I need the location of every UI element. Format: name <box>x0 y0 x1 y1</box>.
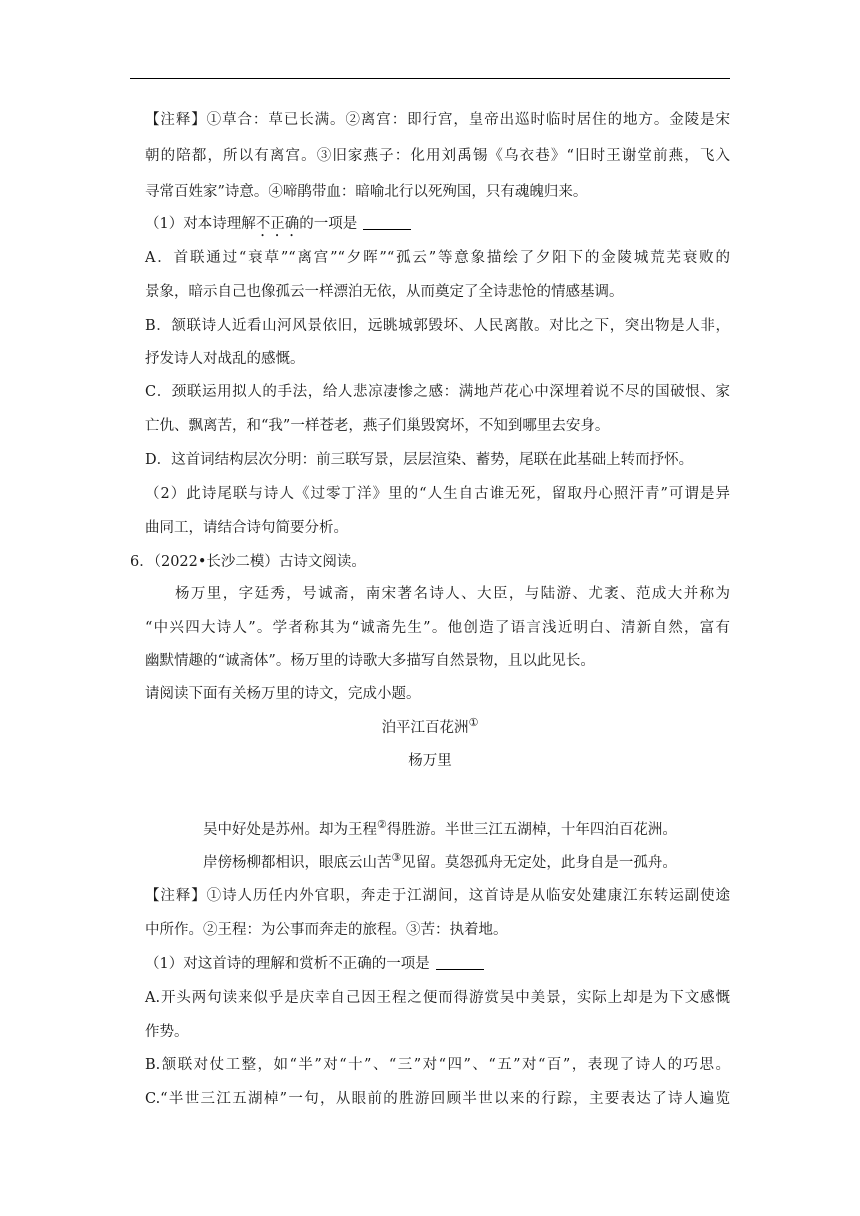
poem-line2 <box>203 853 677 873</box>
instruction: 请阅读下面有关杨万里的诗文，完成小题。 <box>145 686 421 702</box>
question-6-heading: 6．（2022•长沙二模）古诗文阅读。 <box>130 554 366 570</box>
note-mark-2: ② <box>377 818 387 832</box>
question-1-prefix: （1）对本诗理解 <box>145 216 256 232</box>
note1-line1: 【注释】①草合：草已长满。②离宫：即行宫，皇帝出巡时临时居住的地方。金陵是宋 <box>145 112 730 128</box>
header-rule <box>130 78 730 79</box>
poem-line1-part1: 吴中好处是苏州。却为王程 <box>203 822 377 838</box>
poem-author: 杨万里 <box>408 753 452 769</box>
answer-blank-6[interactable] <box>436 955 484 970</box>
option-6a-line1: A.开头两句读来似乎是庆幸自己因王程之便而得游赏吴中美景，实际上却是为下文感慨 <box>145 990 730 1006</box>
poem-line2-part2: 见留。莫怨孤舟无定处，此身自是一孤舟。 <box>401 855 677 871</box>
poem-title-text: 泊平江百花洲 <box>381 720 469 736</box>
poem-title-note-mark: ① <box>468 716 479 730</box>
question-1 <box>145 214 411 240</box>
option-a-line2: 景象，暗示自己也像孤云一样漂泊无依，从而奠定了全诗悲怆的情感基调。 <box>145 284 624 300</box>
option-6a-line2: 作势。 <box>145 1024 189 1040</box>
question-6-1 <box>145 954 484 974</box>
option-b-line1: B．颔联诗人近看山河风景依旧，远眺城郭毁坏、人民离散。对比之下，突出物是人非， <box>145 318 730 334</box>
intro-line3: 幽默情趣的“诚斋体”。杨万里的诗歌大多描写自然景物，且以此见长。 <box>145 653 595 669</box>
question-1-suffix: 的一项是 <box>299 216 358 232</box>
note1-line2: 朝的陪都，所以有离宫。③旧家燕子：化用刘禹锡《乌衣巷》“旧时王谢堂前燕，飞入 <box>145 148 730 164</box>
note-mark-3: ③ <box>391 851 402 865</box>
note2-line1: 【注释】①诗人历任内外官职，奔走于江湖间，这首诗是从临安处建康江东转运副使途 <box>145 888 730 904</box>
option-c-line2: 亡仇、飘离苦，和“我”一样苍老，燕子们巢毁窝坏，不知到哪里去安身。 <box>145 418 610 434</box>
intro-line2: “中兴四大诗人”。学者称其为“诚斋先生”。他创造了语言浅近明白、清新自然，富有 <box>145 620 730 636</box>
poem-title <box>0 718 860 738</box>
option-6b: B.颔联对仗工整，如“半”对“十”、“三”对“四”、“五”对“百”，表现了诗人的巧思。 <box>145 1057 730 1073</box>
question-2-line2: 曲同工，请结合诗句简要分析。 <box>145 520 348 536</box>
note2-line2: 中所作。②王程：为公事而奔走的旅程。③苦：执着地。 <box>145 922 508 938</box>
poem-line1 <box>203 820 677 840</box>
option-a-line1: A．首联通过“衰草”“离宫”“夕晖”“孤云”等意象描绘了夕阳下的金陵城荒芜衰败的 <box>145 250 730 266</box>
option-6c: C.“半世三江五湖棹”一句，从眼前的胜游回顾半世以来的行踪，主要表达了诗人遍览 <box>145 1091 730 1107</box>
option-c-line1: C．颈联运用拟人的手法，给人悲凉凄惨之感：满地芦花心中深埋着说不尽的国破恨、家 <box>145 384 730 400</box>
poem-line1-part2: 得胜游。半世三江五湖棹，十年四泊百花洲。 <box>386 822 677 838</box>
option-b-line2: 抒发诗人对战乱的感慨。 <box>145 351 305 367</box>
poem-line2-part1: 岸傍杨柳都相识，眼底云山苦 <box>203 855 392 871</box>
answer-blank[interactable] <box>363 215 411 230</box>
question-1-emphasis: 不正确 <box>255 216 300 232</box>
intro-line1: 杨万里，字廷秀，号诚斋，南宋著名诗人、大臣，与陆游、尤袤、范成大并称为 <box>175 586 730 602</box>
note1-line3: 寻常百姓家”诗意。④啼鹃带血：暗喻北行以死殉国，只有魂魄归来。 <box>145 184 588 200</box>
question-2-line1: （2）此诗尾联与诗人《过零丁洋》里的“人生自古谁无死，留取丹心照汗青”可谓是异 <box>145 486 730 502</box>
option-d: D．这首词结构层次分明：前三联写景，层层渲染、蓄势，尾联在此基础上转而抒怀。 <box>145 452 694 468</box>
question-6-1-text: （1）对这首诗的理解和赏析不正确的一项是 <box>145 956 430 972</box>
